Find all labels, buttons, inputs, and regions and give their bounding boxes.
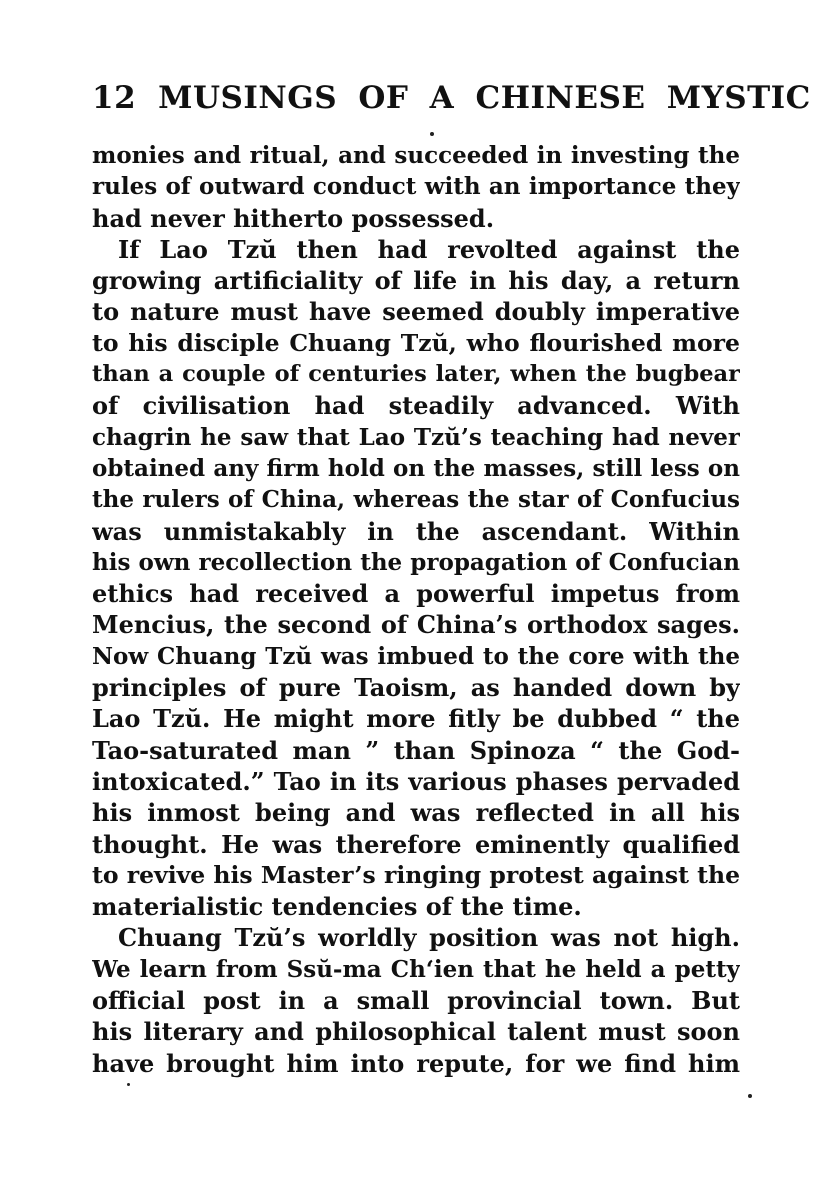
text-line: his own recollection the propagation of Confucian [92,548,740,576]
print-speck [430,132,434,136]
text-line: Tao-saturated man ” than Spinoza “ the God- [92,735,740,765]
text-line: thought. He was therefore eminently qualified [92,829,740,859]
running-head [92,80,811,116]
text-line: have brought him into repute, for we find him [92,1048,740,1078]
text-line: the rulers of China, whereas the star of Confucius [92,486,740,514]
book-title: MUSINGS OF A CHINESE MYSTIC [158,80,811,116]
text-line: materialistic tendencies of the time. [92,892,582,922]
text-line: monies and ritual, and succeeded in investing the [92,142,740,169]
text-line: had never hitherto possessed. [92,203,495,233]
body-text [92,140,740,1079]
paragraph-first-line: Chuang Tzŭ’s worldly position was not high. [118,923,740,953]
text-line: Now Chuang Tzŭ was imbued to the core with the [92,642,740,670]
text-line: his literary and philosophical talent must soon [92,1017,740,1047]
text-line: than a couple of centuries later, when the bugbear [92,361,740,388]
text-line: growing artificiality of life in his day, a return [92,266,740,296]
text-line: principles of pure Taoism, as handed down by [92,673,740,703]
text-line: chagrin he saw that Lao Tzŭ’s teaching had never [92,423,740,451]
text-line: intoxicated.” Tao in its various phases pervaded [92,766,740,796]
text-line: Lao Tzŭ. He might more fitly be dubbed “ the [92,704,740,734]
text-line: ethics had received a powerful impetus from [92,579,740,609]
text-line: was unmistakably in the ascendant. Within [92,516,740,546]
print-speck [127,1083,130,1086]
text-line: rules of outward conduct with an importance they [92,173,740,201]
text-line: Mencius, the second of China’s orthodox sages. [92,610,740,640]
page-number: 12 [92,80,137,116]
print-speck [748,1094,752,1098]
paragraph-first-line: If Lao Tzŭ then had revolted against the [118,234,740,264]
text-line: We learn from Ssŭ-ma Ch‘ien that he held a petty [92,955,740,983]
text-line: official post in a small provincial town. But [92,986,740,1016]
text-line: his inmost being and was reflected in all his [92,798,740,828]
text-line: obtained any firm hold on the masses, still less on [92,454,740,482]
text-line: to nature must have seemed doubly imperative [92,297,740,327]
text-line: of civilisation had steadily advanced. With [92,391,740,421]
text-line: to his disciple Chuang Tzŭ, who flourished more [92,328,740,357]
text-line: to revive his Master’s ringing protest against the [92,860,740,889]
